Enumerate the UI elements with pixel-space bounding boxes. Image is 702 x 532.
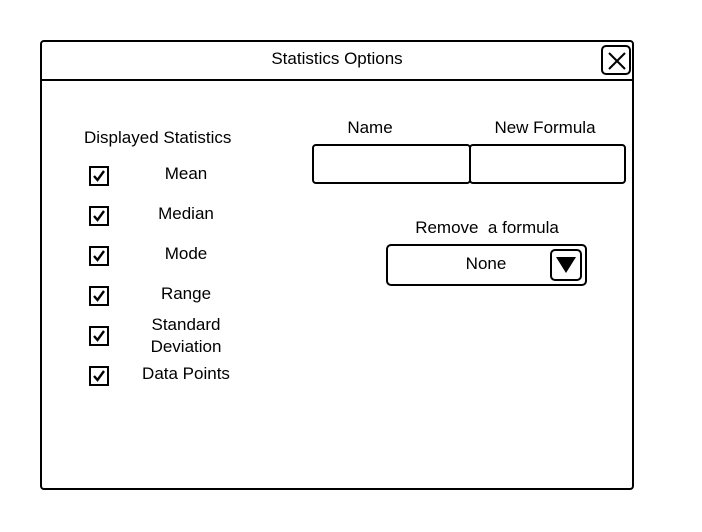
checkmark-icon	[92, 289, 106, 303]
dropdown-button[interactable]	[550, 249, 582, 281]
close-button[interactable]	[601, 45, 631, 75]
checkmark-icon	[92, 169, 106, 183]
dialog-titlebar	[42, 42, 632, 81]
median-checkbox[interactable]	[89, 206, 109, 226]
data-points-label: Data Points	[142, 364, 230, 383]
remove-formula-label: Remove a formula	[415, 218, 559, 237]
displayed-statistics-heading: Displayed Statistics	[84, 128, 232, 147]
new-formula-input[interactable]	[469, 144, 626, 184]
mode-checkbox[interactable]	[89, 246, 109, 266]
range-checkbox[interactable]	[89, 286, 109, 306]
checkmark-icon	[92, 329, 106, 343]
statistics-options-dialog	[40, 40, 634, 490]
checkmark-icon	[92, 209, 106, 223]
range-label: Range	[160, 284, 212, 303]
dialog-title: Statistics Options	[271, 49, 403, 68]
data-points-checkbox[interactable]	[89, 366, 109, 386]
standard-deviation-checkbox[interactable]	[89, 326, 109, 346]
median-label: Median	[158, 204, 214, 223]
new-formula-label: New Formula	[494, 118, 596, 137]
checkmark-icon	[92, 249, 106, 263]
mode-label: Mode	[164, 244, 208, 263]
checkmark-icon	[92, 369, 106, 383]
remove-formula-select[interactable]	[386, 244, 587, 286]
remove-formula-selected-value: None	[465, 254, 507, 273]
mean-label: Mean	[164, 164, 208, 183]
close-icon	[606, 50, 628, 72]
mean-checkbox[interactable]	[89, 166, 109, 186]
name-input[interactable]	[312, 144, 471, 184]
name-label: Name	[347, 118, 393, 137]
triangle-down-icon	[555, 256, 577, 274]
standard-deviation-label: Standard Deviation	[150, 315, 222, 356]
